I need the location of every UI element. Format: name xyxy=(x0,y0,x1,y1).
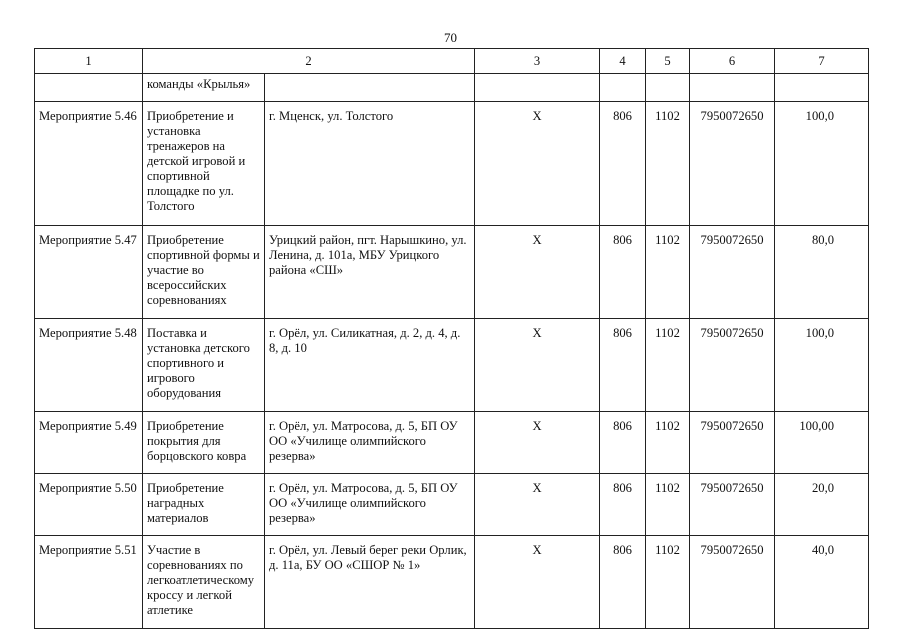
activity-name: Приобретение покрытия для борцовского ковра xyxy=(143,412,265,474)
cell-col5: 1102 xyxy=(646,226,690,319)
cell-col7: 100,0 xyxy=(775,102,869,226)
table-row xyxy=(35,536,869,629)
document-table xyxy=(34,48,869,629)
cell-col3: Х xyxy=(475,474,600,536)
cell-col5: 1102 xyxy=(646,412,690,474)
table-row xyxy=(35,102,869,226)
activity-name: Поставка и установка детского спортивного и игрового оборудования xyxy=(143,319,265,412)
cell-col5: 1102 xyxy=(646,536,690,629)
cell-col5: 1102 xyxy=(646,474,690,536)
cell-col3: Х xyxy=(475,536,600,629)
cell-col5: 1102 xyxy=(646,102,690,226)
activity-name: Приобретение и установка тренажеров на детской игровой и спортивной площадке по ул. Толстого xyxy=(143,102,265,226)
activity-name: команды «Крылья» xyxy=(143,74,265,102)
activity-location: г. Орёл, ул. Матросова, д. 5, БП ОУ ОО «Училище олимпийского резерва» xyxy=(265,412,475,474)
activity-id: Мероприятие 5.51 xyxy=(35,536,143,629)
cell-col7: 100,0 xyxy=(775,319,869,412)
column-header: 4 xyxy=(600,49,646,74)
cell-col7: 40,0 xyxy=(775,536,869,629)
column-header: 6 xyxy=(690,49,775,74)
cell-col4: 806 xyxy=(600,536,646,629)
cell-col5: 1102 xyxy=(646,319,690,412)
cell-col6: 7950072650 xyxy=(690,474,775,536)
activity-name: Участие в соревнованиях по легкоатлетическому кроссу и легкой атлетике xyxy=(143,536,265,629)
cell-col7: 80,0 xyxy=(775,226,869,319)
table-row xyxy=(35,319,869,412)
activity-id: Мероприятие 5.49 xyxy=(35,412,143,474)
table-row xyxy=(35,226,869,319)
cell-col4: 806 xyxy=(600,474,646,536)
cell-col7: 20,0 xyxy=(775,474,869,536)
activity-name: Приобретение спортивной формы и участие во всероссийских соревнованиях xyxy=(143,226,265,319)
cell-col6: 7950072650 xyxy=(690,102,775,226)
activity-location: г. Орёл, ул. Левый берег реки Орлик, д. 11а, БУ ОО «СШОР № 1» xyxy=(265,536,475,629)
activity-location: г. Орёл, ул. Матросова, д. 5, БП ОУ ОО «Училище олимпийского резерва» xyxy=(265,474,475,536)
cell-col3: Х xyxy=(475,102,600,226)
column-header: 1 xyxy=(35,49,143,74)
cell-col3: Х xyxy=(475,412,600,474)
cell-col4: 806 xyxy=(600,226,646,319)
cell-col6: 7950072650 xyxy=(690,226,775,319)
activity-id: Мероприятие 5.47 xyxy=(35,226,143,319)
cell-col6: 7950072650 xyxy=(690,536,775,629)
table-row xyxy=(35,474,869,536)
activity-name: Приобретение наградных материалов xyxy=(143,474,265,536)
activity-location: Урицкий район, пгт. Нарышкино, ул. Ленина, д. 101а, МБУ Урицкого района «СШ» xyxy=(265,226,475,319)
cell-col4: 806 xyxy=(600,102,646,226)
cell-col3: Х xyxy=(475,226,600,319)
table-header-row xyxy=(35,49,869,74)
cell-col3: Х xyxy=(475,319,600,412)
page-number: 70 xyxy=(444,30,457,45)
activity-id: Мероприятие 5.48 xyxy=(35,319,143,412)
cell-col7: 100,00 xyxy=(775,412,869,474)
cell-col6: 7950072650 xyxy=(690,319,775,412)
cell-col6: 7950072650 xyxy=(690,412,775,474)
activity-id: Мероприятие 5.46 xyxy=(35,102,143,226)
column-header: 2 xyxy=(143,49,475,74)
column-header: 5 xyxy=(646,49,690,74)
table-row xyxy=(35,74,869,102)
activity-location: г. Орёл, ул. Силикатная, д. 2, д. 4, д. 8, д. 10 xyxy=(265,319,475,412)
cell-col4: 806 xyxy=(600,412,646,474)
column-header: 3 xyxy=(475,49,600,74)
activity-location: г. Мценск, ул. Толстого xyxy=(265,102,475,226)
cell-col4: 806 xyxy=(600,319,646,412)
table-row xyxy=(35,412,869,474)
activity-id: Мероприятие 5.50 xyxy=(35,474,143,536)
column-header: 7 xyxy=(775,49,869,74)
